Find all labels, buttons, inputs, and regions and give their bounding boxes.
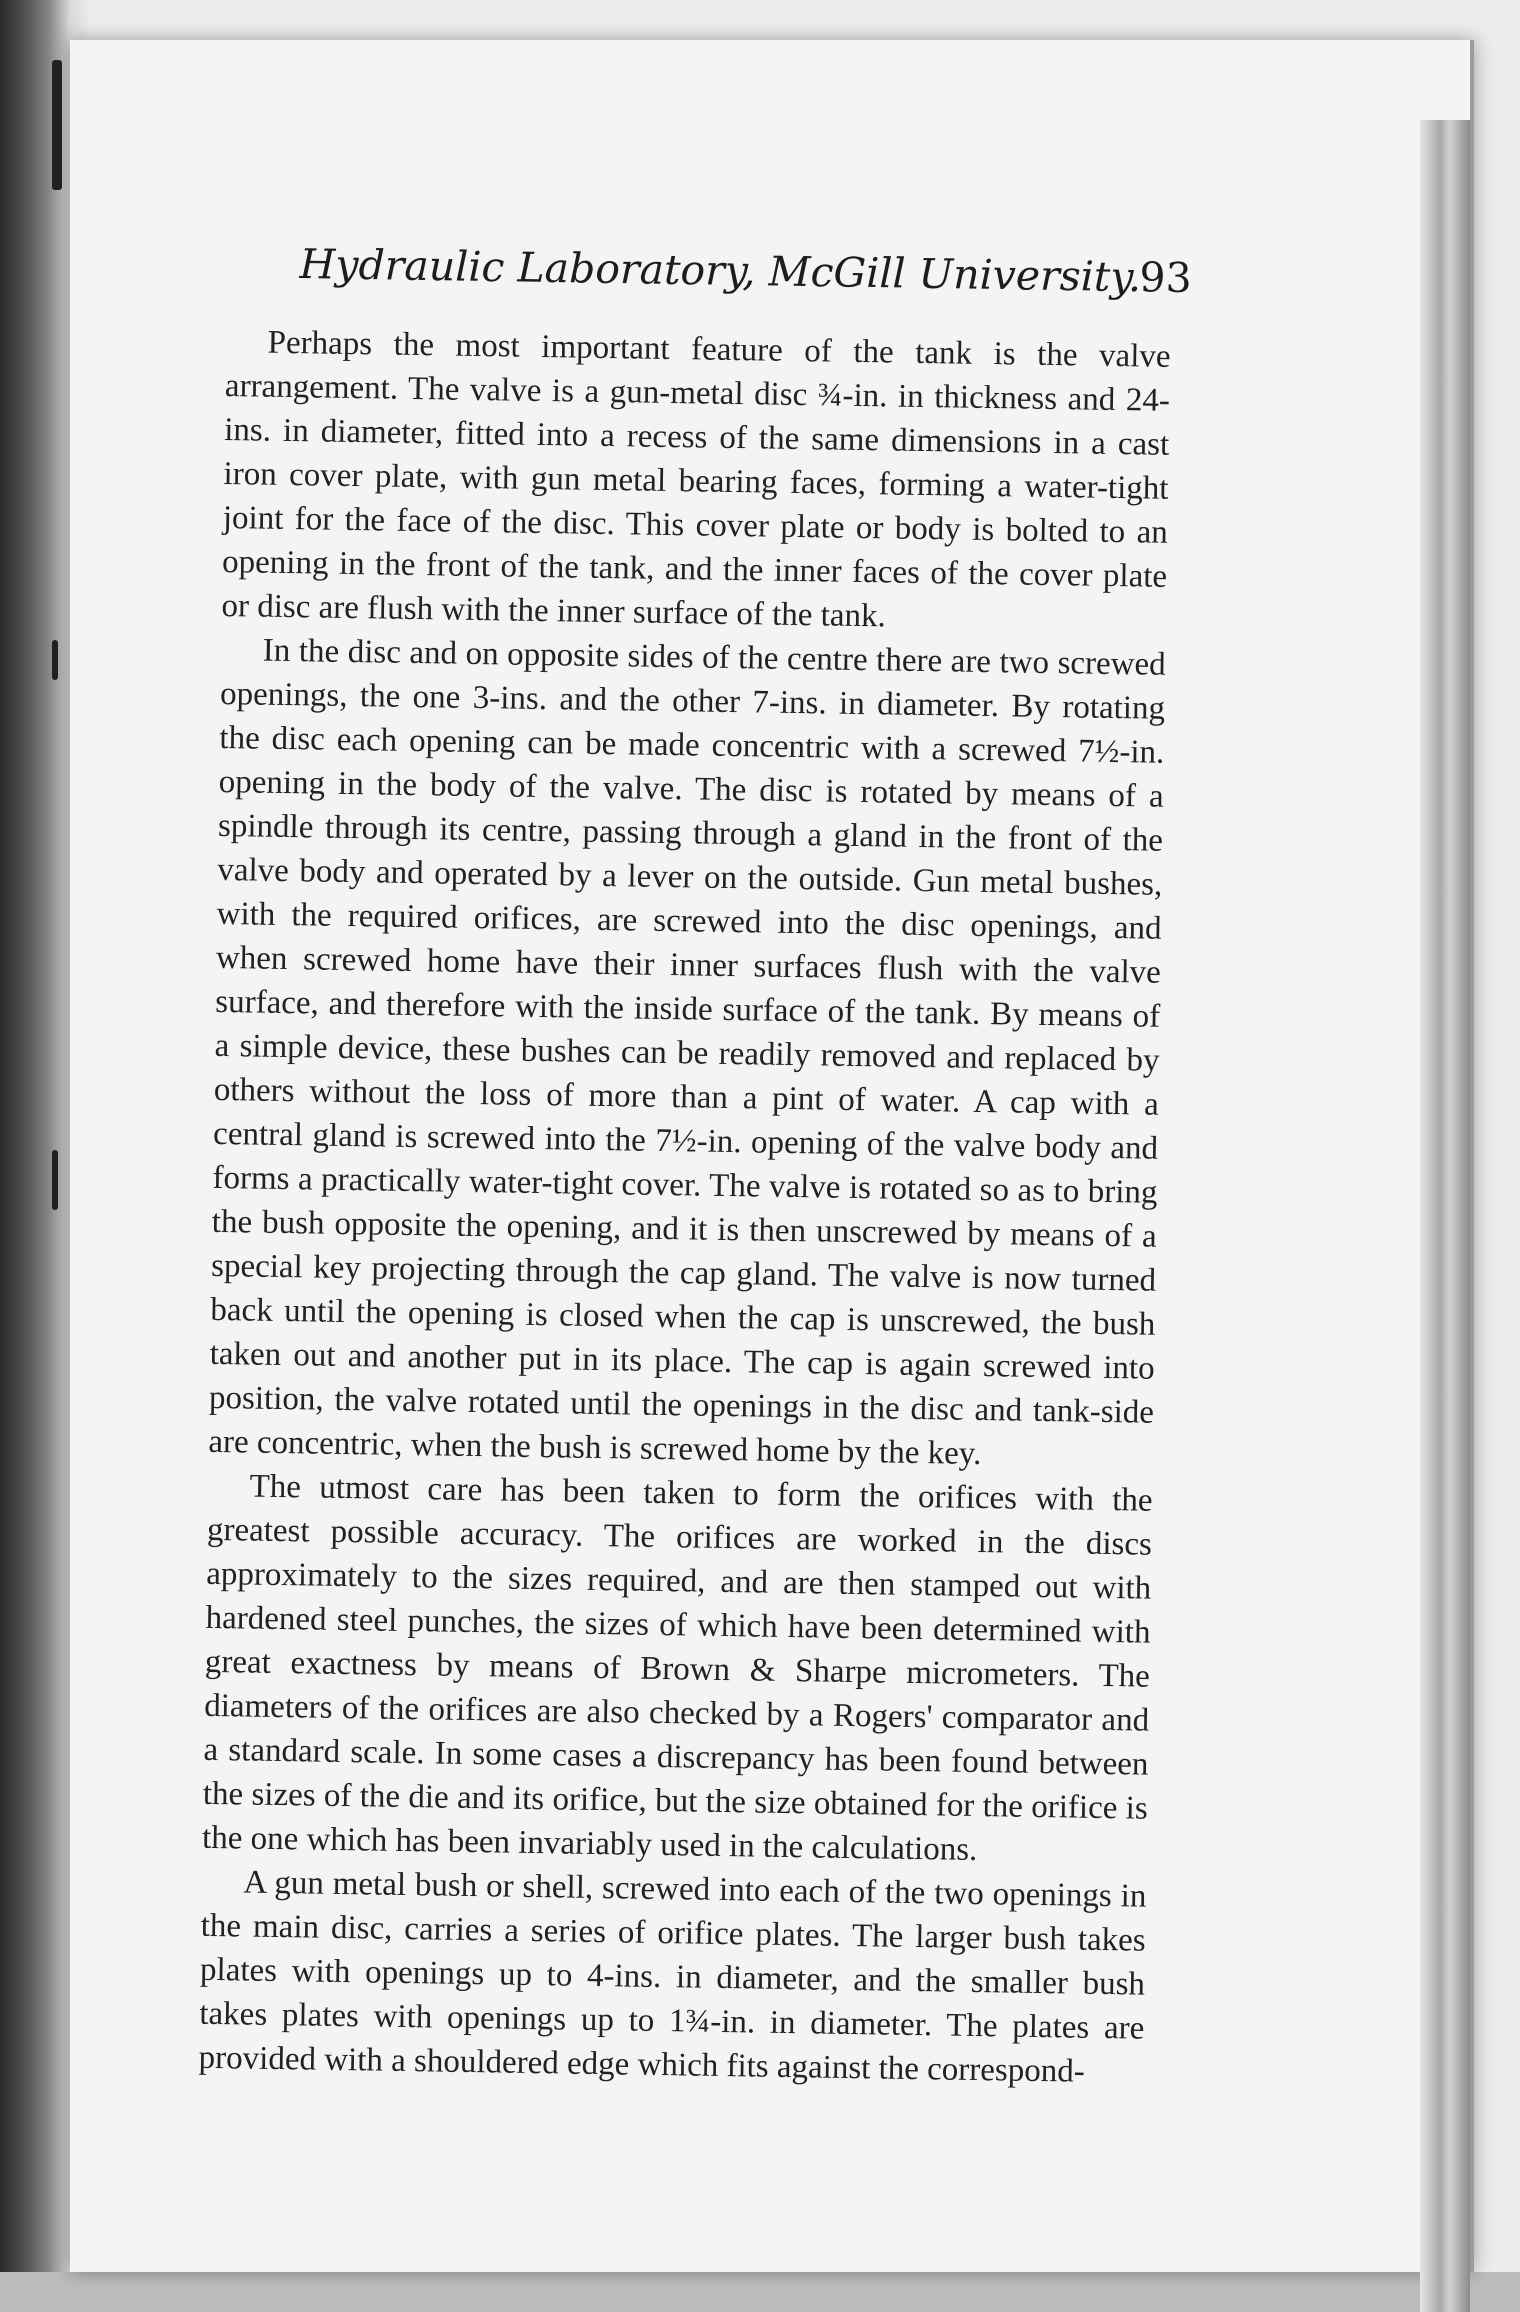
paragraph: A gun metal bush or shell, screwed into each of the two openings in the main disc, carries a series of orifice plates. The larger bush takes plates with openings up to 4-ins. in diameter, and the smaller bush takes plates with openings up to 1¾-in. in diameter. The plates are provided with a shouldered edge which fits against the correspond- — [198, 1864, 1147, 2090]
page-number: 93 — [1139, 253, 1193, 303]
spine-mark — [52, 1150, 58, 1210]
spine-mark — [52, 60, 62, 190]
spine-mark — [52, 640, 58, 680]
page-edge — [1420, 120, 1470, 2312]
paragraph: Perhaps the most important feature of the tank is the valve arrangement. The valve is a gun-metal disc ¾-in. in thickness and 24-ins. in diameter, fitted into a recess of the same dimensions in a cast iron cover plate, with gun metal bearing faces, forming a water-tight joint for the face of the disc. This cover plate or body is bolted to an opening in the front of the tank, and the inner faces of the cover plate or disc are flush with the inner surface of the tank. — [221, 324, 1171, 635]
paragraph: In the disc and on opposite sides of the centre there are two screwed openings, the one 3-ins. and the other 7-ins. in diameter. By rotating the disc each opening can be made concentric with a screwed 7½-in. opening in the body of the valve. The disc is rotated by means of a spindle through its centre, passing through a gland in the front of the valve body and operated by a lever on the outside. Gun metal bushes, with the required orifices, are screwed into the disc openings, and when screwed home have their inner surfaces flush with the valve surface, and therefore with the inside surface of the tank. By means of a simple device, these bushes can be readily removed and replaced by others without the loss of more than a pint of water. A cap with a central gland is screwed into the 7½-in. opening of the valve body and forms a practically water-tight cover. The valve is rotated so as to bring the bush opposite the opening, and it is then unscrewed by means of a special key projecting through the cap gland. The valve is now turned back until the opening is closed when the cap is unscrewed, the bush taken out and another put in its place. The cap is again screwed into position, the valve rotated until the openings in the disc and tank-side are concentric, when the bush is screwed home by the key. — [208, 632, 1166, 1473]
running-title: Hydraulic Laboratory, McGill University. — [299, 240, 1142, 302]
paragraph: The utmost care has been taken to form the orifices with the greatest possible accuracy. The orifices are worked in the discs approximately to the sizes required, and are then stamped out with hardened steel punches, the sizes of which have been determined with great exactness by means of Brown & Sharpe micrometers. The diameters of the orifices are also checked by a Rogers' comparator and a standard scale. In some cases a discrepancy has been found between the sizes of the die and its orifice, but the size obtained for the orifice is the one which has been invariably used in the calculations. — [201, 1468, 1153, 1868]
body-text — [198, 320, 1171, 2095]
